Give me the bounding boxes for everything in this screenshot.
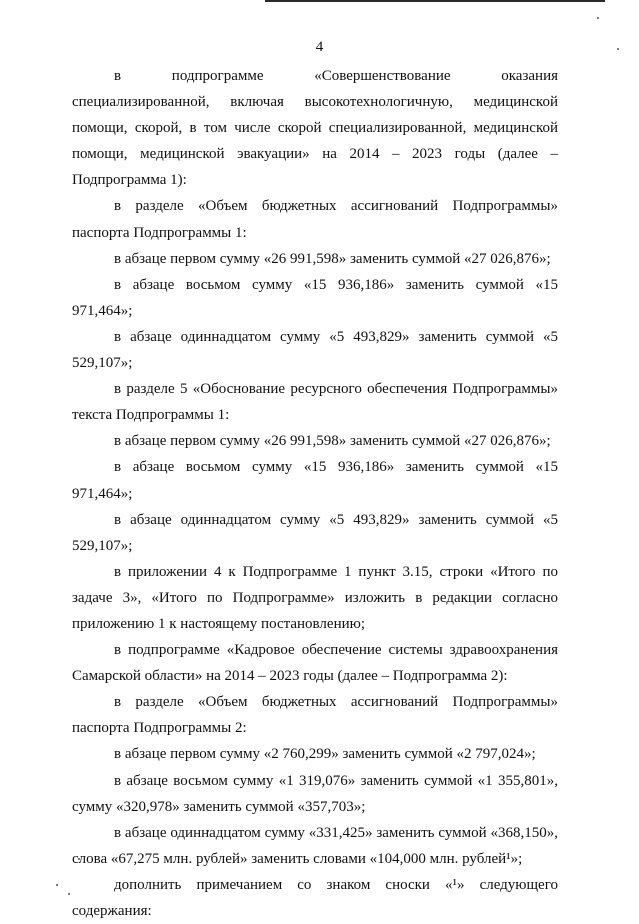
paragraph: дополнить примечанием со знаком сноски «¹» следующего содержания:	[72, 876, 558, 919]
document-body	[72, 63, 558, 924]
scan-speck	[597, 17, 599, 19]
paragraph: в абзаце первом сумму «26 991,598» заменить суммой «27 026,876»;	[114, 250, 551, 267]
paragraph: в абзаце первом сумму «2 760,299» заменить суммой «2 797,024»;	[114, 746, 536, 763]
paragraph: в разделе «Объем бюджетных ассигнований Подпрограммы» паспорта Подпрограммы 1:	[72, 198, 558, 241]
paragraph: в абзаце восьмом сумму «1 319,076» заменить суммой «1 355,801», сумму «320,978» заменить суммой «357,703»;	[72, 772, 558, 815]
paragraph: в подпрограмме «Кадровое обеспечение системы здравоохранения Самарской области» на 2014 – 2023 годы (далее – Подпрограмма 2):	[72, 642, 558, 685]
scan-speck	[56, 884, 58, 886]
paragraph: в абзаце восьмом сумму «15 936,186» заменить суммой «15 971,464»;	[72, 459, 558, 502]
paragraph: в приложении 4 к Подпрограмме 1 пункт 3.15, строки «Итого по задаче 3», «Итого по Подпрограмме» изложить в редакции согласно приложению 1 к настоящему постановлению;	[72, 563, 558, 632]
paragraph: в абзаце одиннадцатом сумму «5 493,829» заменить суммой «5 529,107»;	[72, 511, 558, 554]
paragraph: в абзаце восьмом сумму «15 936,186» заменить суммой «15 971,464»;	[72, 276, 558, 319]
paragraph: в абзаце одиннадцатом сумму «331,425» заменить суммой «368,150», слова «67,275 млн. рублей» заменить словами «104,000 млн. рублей¹»;	[72, 824, 558, 867]
page-number: 4	[315, 39, 324, 55]
paragraph: в разделе «Объем бюджетных ассигнований Подпрограммы» паспорта Подпрограммы 2:	[72, 694, 558, 737]
paragraph: в абзаце первом сумму «26 991,598» заменить суммой «27 026,876»;	[114, 433, 551, 450]
scan-edge-line	[265, 0, 605, 2]
paragraph: в абзаце одиннадцатом сумму «5 493,829» заменить суммой «5 529,107»;	[72, 328, 558, 372]
scan-speck	[68, 893, 70, 895]
paragraph: в разделе 5 «Обоснование ресурсного обеспечения Подпрограммы» текста Подпрограммы 1:	[72, 381, 558, 424]
paragraph: в подпрограмме «Совершенствование оказания специализированной, включая высокотехнологичную, медицинской помощи, скорой, в том числе скорой специализированной, медицинской помощи, медицинской эвакуации» на 2014 – 2023 годы (далее – Подпрограмма 1):	[72, 68, 558, 189]
